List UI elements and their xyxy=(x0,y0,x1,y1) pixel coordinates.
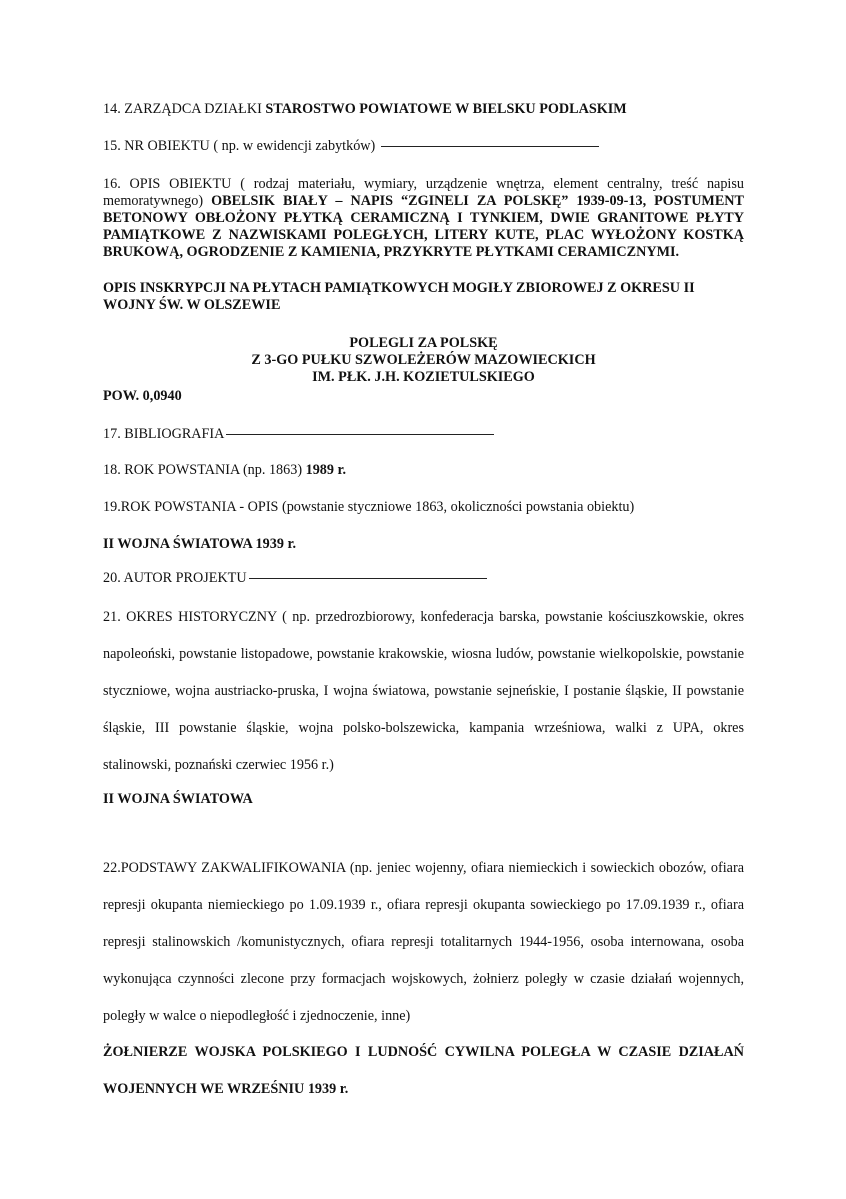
field-22-value: ŻOŁNIERZE WOJSKA POLSKIEGO I LUDNOŚĆ CYWILNA POLEGŁA W CZASIE DZIAŁAŃ WOJENNYCH WE WRZEŚNIU 1939 r. xyxy=(103,1044,744,1097)
field-20-blank-line xyxy=(249,578,487,579)
inscription-line: POLEGLI ZA POLSKĘ xyxy=(349,335,498,351)
field-21-value: II WOJNA ŚWIATOWA xyxy=(103,791,253,807)
field-16-label: 16. OPIS OBIEKTU ( rodzaj materiału, wymiary, urządzenie wnętrza, element centralny, treść napisu memoratywnego) xyxy=(103,176,744,209)
area-value: POW. 0,0940 xyxy=(103,388,182,404)
field-15-label: 15. NR OBIEKTU ( np. w ewidencji zabytków) xyxy=(103,138,376,154)
field-14-label: 14. ZARZĄDCA DZIAŁKI xyxy=(103,101,262,117)
field-17-label: 17. BIBLIOGRAFIA xyxy=(103,426,225,442)
field-15 xyxy=(103,137,599,155)
field-18 xyxy=(103,461,346,479)
inscription-block xyxy=(103,335,744,386)
field-14 xyxy=(103,100,627,118)
field-17-blank-line xyxy=(226,434,494,435)
field-19-label: 19.ROK POWSTANIA - OPIS (powstanie styczniowe 1863, okoliczności powstania obiektu) xyxy=(103,499,635,515)
field-19-value: II WOJNA ŚWIATOWA 1939 r. xyxy=(103,536,297,552)
field-22-label: 22.PODSTAWY ZAKWALIFIKOWANIA (np. jeniec wojenny, ofiara niemieckich i sowieckich obozów, ofiara represji okupanta niemieckiego po 1.09.1939 r., ofiara represji okupanta sowieckiego po 17.09.1939 r., ofiara represji stalinowskich /komunistycznych, ofiara represji totalitarnych 1944-1956, osoba internowana, osoba wykonująca czynności zlecone przy formacjach wojskowych, żołnierz poległy w czasie działań wojennych, poległy w walce o niepodległość i zjednoczenie, inne) xyxy=(103,860,744,1024)
inscription-line: IM. PŁK. J.H. KOZIETULSKIEGO xyxy=(312,369,535,385)
field-20-label: 20. AUTOR PROJEKTU xyxy=(103,570,247,586)
field-18-label: 18. ROK POWSTANIA (np. 1863) xyxy=(103,462,303,478)
inscription-line: Z 3-GO PUŁKU SZWOLEŻERÓW MAZOWIECKICH xyxy=(251,352,596,368)
field-16-value: OBELSIK BIAŁY – NAPIS “ZGINELI ZA POLSKĘ” 1939-09-13, POSTUMENT BETONOWY OBŁOŻONY PŁYTKĄ CERAMICZNĄ I TYNKIEM, DWIE GRANITOWE PŁYTY PAMIĄTKOWE Z NAZWISKAMI POLEGŁYCH, LITERY KUTE, PLAC WYŁOŻONY KOSTKĄ BRUKOWĄ, OGRODZENIE Z KAMIENIA, PRZYKRYTE PŁYTKAMI CERAMICZNYMI. xyxy=(103,193,744,260)
field-20 xyxy=(103,569,487,587)
field-16 xyxy=(103,176,744,261)
field-14-value: STAROSTWO POWIATOWE W BIELSKU PODLASKIM xyxy=(265,101,627,117)
field-15-blank-line xyxy=(381,146,599,147)
inscription-heading: OPIS INSKRYPCJI NA PŁYTACH PAMIĄTKOWYCH MOGIŁY ZBIOROWEJ Z OKRESU II WOJNY ŚW. W OLSZEWIE xyxy=(103,280,695,313)
field-17 xyxy=(103,425,494,443)
field-21-label: 21. OKRES HISTORYCZNY ( np. przedrozbiorowy, konfederacja barska, powstanie kościuszkowskie, okres napoleoński, powstanie listopadowe, powstanie krakowskie, wiosna ludów, powstanie wielkopolskie, powstanie styczniowe, wojna austriacko-pruska, I wojna światowa, powstanie sejneńskie, I postanie śląskie, II powstanie śląskie, III powstanie śląskie, wojna polsko-bolszewicka, kampania wrześniowa, walki z UPA, okres stalinowski, poznański czerwiec 1956 r.) xyxy=(103,609,744,773)
field-18-value: 1989 r. xyxy=(305,462,347,478)
